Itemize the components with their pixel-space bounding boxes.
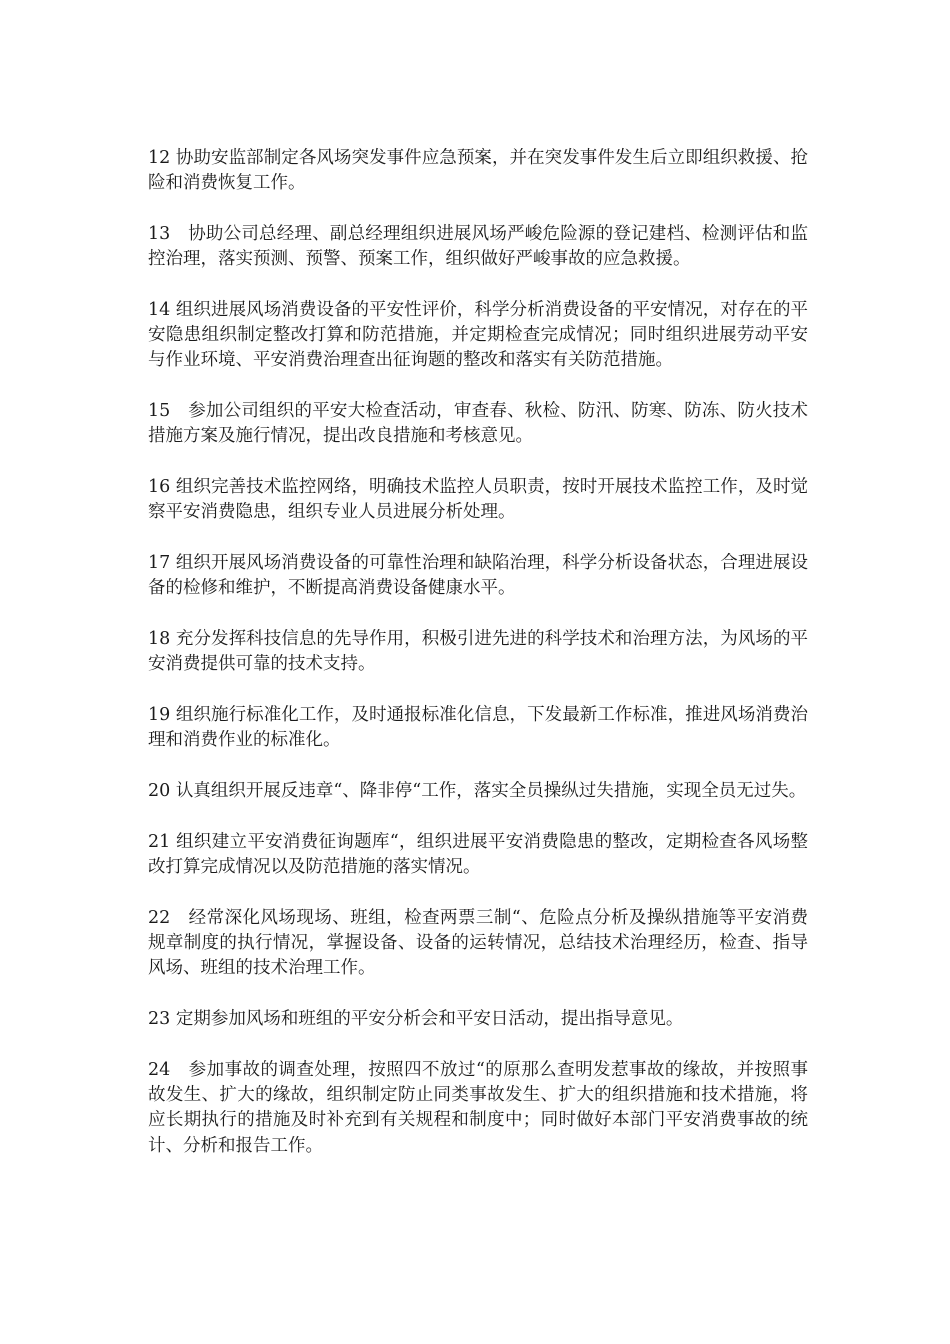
paragraph-21: 21 组织建立平安消费征询题库“，组织进展平安消费隐患的整改，定期检查各风场整改打算完成情况以及防范措施的落实情况。: [148, 832, 808, 878]
paragraph-15: 15 参加公司组织的平安大检查活动，审查春、秋检、防汛、防寒、防冻、防火技术措施方案及施行情况，提出改良措施和考核意见。: [148, 401, 808, 447]
paragraph-14: 14 组织进展风场消费设备的平安性评价，科学分析消费设备的平安情况，对存在的平安隐患组织制定整改打算和防范措施，并定期检查完成情况；同时组织进展劳动平安与作业环境、平安消费治理查出征询题的整改和落实有关防范措施。: [148, 300, 808, 371]
document-body: [148, 146, 808, 1184]
paragraph-16: 16 组织完善技术监控网络，明确技术监控人员职责，按时开展技术监控工作，及时觉察平安消费隐患，组织专业人员进展分析处理。: [148, 477, 808, 523]
paragraph-19: 19 组织施行标准化工作，及时通报标准化信息，下发最新工作标准，推进风场消费治理和消费作业的标准化。: [148, 705, 808, 751]
paragraph-20: 20 认真组织开展反违章“、降非停“工作，落实全员操纵过失措施，实现全员无过失。: [148, 781, 807, 802]
paragraph-23: 23 定期参加风场和班组的平安分析会和平安日活动，提出指导意见。: [148, 1009, 684, 1030]
paragraph-18: 18 充分发挥科技信息的先导作用，积极引进先进的科学技术和治理方法，为风场的平安消费提供可靠的技术支持。: [148, 629, 808, 675]
paragraph-12: 12 协助安监部制定各风场突发事件应急预案，并在突发事件发生后立即组织救援、抢险和消费恢复工作。: [148, 148, 808, 194]
paragraph-13: 13 协助公司总经理、副总经理组织进展风场严峻危险源的登记建档、检测评估和监控治理，落实预测、预警、预案工作，组织做好严峻事故的应急救援。: [148, 224, 808, 270]
paragraph-22: 22 经常深化风场现场、班组，检查两票三制“、危险点分析及操纵措施等平安消费规章制度的执行情况，掌握设备、设备的运转情况，总结技术治理经历，检查、指导风场、班组的技术治理工作。: [148, 908, 808, 979]
paragraph-24: 24 参加事故的调查处理，按照四不放过“的原那么查明发惹事故的缘故，并按照事故发生、扩大的缘故，组织制定防止同类事故发生、扩大的组织措施和技术措施，将应长期执行的措施及时补充到有关规程和制度中；同时做好本部门平安消费事故的统计、分析和报告工作。: [148, 1060, 808, 1156]
paragraph-17: 17 组织开展风场消费设备的可靠性治理和缺陷治理，科学分析设备状态，合理进展设备的检修和维护，不断提高消费设备健康水平。: [148, 553, 808, 599]
